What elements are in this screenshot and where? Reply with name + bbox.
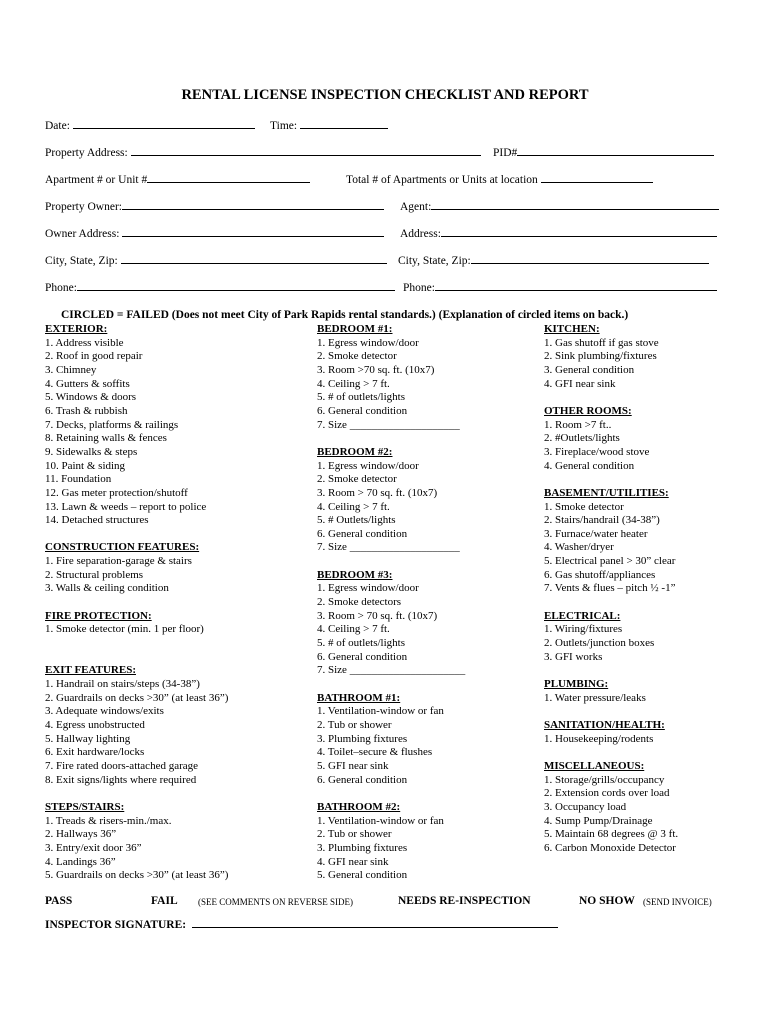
phone-line-2 (435, 289, 717, 291)
city-state-zip-field-1[interactable] (45, 256, 387, 268)
checklist-item[interactable]: 6. General condition (317, 650, 408, 663)
checklist-item[interactable]: 1. Treads & risers-min./max. (45, 814, 172, 827)
checklist-item[interactable]: 1. Storage/grills/occupancy (544, 773, 665, 786)
no-show-note: (SEND INVOICE) (643, 897, 712, 907)
checklist-item[interactable]: 3. Room >70 sq. ft. (10x7) (317, 363, 435, 376)
inspector-signature-field[interactable] (45, 920, 558, 932)
checklist-item[interactable]: 5. Hallway lighting (45, 732, 131, 745)
checklist-item[interactable]: 1. Gas shutoff if gas stove (544, 336, 659, 349)
checklist-item[interactable]: 4. GFI near sink (544, 377, 616, 390)
checklist-item[interactable]: 10. Paint & siding (45, 459, 126, 472)
property-address-line (131, 154, 481, 156)
checklist-item[interactable]: 4. Landings 36” (45, 855, 116, 868)
other-rooms-heading: OTHER ROOMS: (544, 404, 632, 417)
checklist-item[interactable]: 1. Fire separation-garage & stairs (45, 555, 192, 568)
miscellaneous-heading: MISCELLANEOUS: (544, 759, 645, 772)
checklist-item[interactable]: 1. Ventilation-window or fan (317, 705, 444, 718)
checklist-item[interactable]: 5. Maintain 68 degrees @ 3 ft. (544, 828, 679, 841)
checklist-item[interactable]: 13. Lawn & weeds – report to police (45, 500, 207, 513)
checklist-item[interactable]: 1. Ventilation-window or fan (317, 814, 444, 827)
total-units-field[interactable] (346, 175, 653, 187)
checklist-item[interactable]: 4. Ceiling > 7 ft. (317, 500, 390, 513)
checklist-item[interactable]: 2. Guardrails on decks >30” (at least 36”) (45, 691, 229, 704)
checklist-item[interactable]: 3. Entry/exit door 36” (45, 841, 142, 854)
apartment-line (147, 181, 310, 183)
checklist-item[interactable]: 7. Size ____________________ (317, 418, 460, 431)
checklist-item[interactable]: 2. Tub or shower (317, 718, 392, 731)
no-show-option[interactable]: NO SHOW (579, 895, 635, 907)
checklist-item[interactable]: 3. Furnace/water heater (544, 527, 648, 540)
checklist-item[interactable]: 3. GFI works (544, 650, 603, 663)
checklist-item[interactable]: 1. Smoke detector (544, 500, 624, 513)
agent-label: Agent: (400, 201, 432, 213)
checklist-item[interactable]: 2. Smoke detectors (317, 596, 402, 609)
checklist-item[interactable]: 4. Ceiling > 7 ft. (317, 623, 390, 636)
checklist-item[interactable]: 3. General condition (544, 363, 635, 376)
checklist-item[interactable]: 6. Exit hardware/locks (45, 746, 145, 759)
other-rooms-list (544, 419, 678, 474)
checklist-item[interactable]: 5. # Outlets/lights (317, 514, 396, 527)
checklist-item[interactable]: 1. Water pressure/leaks (544, 691, 646, 704)
city-state-zip-label-2: City, State, Zip: (398, 255, 471, 267)
column-1 (45, 323, 228, 883)
bedroom-3-heading: BEDROOM #3: (317, 568, 393, 581)
checklist-item[interactable]: 5. Guardrails on decks >30” (at least 36”) (45, 869, 229, 882)
bedroom-2-list (317, 460, 465, 556)
checklist-item[interactable]: 1. Housekeeping/rodents (544, 732, 654, 745)
property-address-field[interactable] (45, 148, 481, 160)
checklist-item[interactable]: 2. Roof in good repair (45, 350, 143, 363)
address-field[interactable] (400, 229, 717, 241)
checklist-item[interactable]: 6. Trash & rubbish (45, 404, 128, 417)
exterior-list (45, 337, 228, 528)
inspector-signature-label: INSPECTOR SIGNATURE: (45, 919, 187, 931)
checklist-item[interactable]: 5. # of outlets/lights (317, 637, 405, 650)
checklist-item[interactable]: 7. Size _____________________ (317, 664, 466, 677)
plumbing-heading: PLUMBING: (544, 678, 609, 690)
construction-heading: CONSTRUCTION FEATURES: (45, 541, 200, 554)
basement-list (544, 501, 678, 597)
checklist-item[interactable]: 3. Occupancy load (544, 800, 627, 813)
checklist-item[interactable]: 2. Tub or shower (317, 828, 392, 841)
city-state-zip-field-2[interactable] (398, 256, 709, 268)
address-label: Address: (400, 228, 441, 240)
checklist-item[interactable]: 6. General condition (317, 527, 408, 540)
bedroom-3-list (317, 582, 465, 678)
date-line (73, 127, 255, 129)
checklist-item[interactable]: 6. Carbon Monoxide Detector (544, 841, 676, 854)
checklist-item[interactable]: 2. Stairs/handrail (34-38”) (544, 514, 660, 527)
checklist-item[interactable]: 1. Wiring/fixtures (544, 623, 623, 636)
checklist-item[interactable]: 3. Room > 70 sq. ft. (10x7) (317, 486, 438, 499)
checklist-item[interactable]: 12. Gas meter protection/shutoff (45, 486, 188, 499)
city-state-zip-line-2 (471, 262, 709, 264)
sanitation-heading: SANITATION/HEALTH: (544, 718, 665, 731)
exit-features-heading: EXIT FEATURES: (45, 664, 136, 677)
fail-option[interactable]: FAIL (151, 895, 178, 907)
checklist-item[interactable]: 3. Plumbing fixtures (317, 841, 408, 854)
checklist-item[interactable]: 2. Sink plumbing/fixtures (544, 350, 657, 363)
date-field[interactable] (45, 121, 255, 133)
address-line (441, 235, 717, 237)
plumbing-list (544, 692, 678, 706)
fire-protection-list (45, 623, 228, 637)
checklist-item[interactable]: 1. Egress window/door (317, 459, 419, 472)
checklist-item[interactable]: 7. Vents & flues – pitch ½ -1” (544, 582, 676, 595)
property-owner-line (122, 208, 384, 210)
phone-label-1: Phone: (45, 282, 77, 294)
checklist-item[interactable]: 2. #Outlets/lights (544, 432, 620, 445)
fail-note: (SEE COMMENTS ON REVERSE SIDE) (198, 897, 354, 907)
pid-field[interactable] (493, 148, 714, 160)
checklist-item[interactable]: 7. Decks, platforms & railings (45, 418, 179, 431)
checklist-item[interactable]: 5. General condition (317, 869, 408, 882)
checklist-item[interactable]: 5. Electrical panel > 30” clear (544, 555, 676, 568)
electrical-heading: ELECTRICAL: (544, 609, 621, 622)
checklist-item[interactable]: 1. Room >7 ft.. (544, 418, 612, 431)
checklist-item[interactable]: 2. Extension cords over load (544, 787, 670, 800)
phone-field-2[interactable] (403, 283, 717, 295)
checklist-item[interactable]: 3. Room > 70 sq. ft. (10x7) (317, 609, 438, 622)
agent-field[interactable] (400, 202, 719, 214)
steps-stairs-heading: STEPS/STAIRS: (45, 800, 125, 813)
city-state-zip-line-1 (121, 262, 387, 264)
owner-address-field[interactable] (45, 229, 384, 241)
exit-features-list (45, 678, 228, 787)
time-field[interactable] (270, 121, 388, 133)
property-address-label: Property Address: (45, 147, 128, 159)
bedroom-1-list (317, 337, 465, 433)
city-state-zip-label-1: City, State, Zip: (45, 255, 118, 267)
checklist-item[interactable]: 4. Egress unobstructed (45, 718, 145, 731)
exterior-heading: EXTERIOR: (45, 323, 108, 335)
miscellaneous-list (544, 774, 678, 856)
checklist-item[interactable]: 8. Exit signs/lights where required (45, 773, 197, 786)
checklist-item[interactable]: 5. # of outlets/lights (317, 391, 405, 404)
phone-line-1 (77, 289, 395, 291)
kitchen-list (544, 337, 678, 392)
date-label: Date: (45, 120, 70, 132)
checklist-item[interactable]: 3. Plumbing fixtures (317, 732, 408, 745)
checklist-item[interactable]: 4. GFI near sink (317, 855, 389, 868)
construction-list (45, 555, 228, 596)
checklist-item[interactable]: 7. Size ____________________ (317, 541, 460, 554)
checklist-item[interactable]: 3. Fireplace/wood stove (544, 445, 650, 458)
checklist-item[interactable]: 11. Foundation (45, 473, 112, 486)
property-owner-field[interactable] (45, 202, 384, 214)
needs-reinspection-option[interactable]: NEEDS RE-INSPECTION (398, 895, 531, 907)
property-owner-label: Property Owner: (45, 201, 122, 213)
checklist-item[interactable]: 2. Smoke detector (317, 350, 397, 363)
owner-address-line (122, 235, 384, 237)
pass-option[interactable]: PASS (45, 895, 73, 907)
apartment-field[interactable] (45, 175, 310, 187)
checklist-item[interactable]: 4. Ceiling > 7 ft. (317, 377, 390, 390)
checklist-item[interactable]: 1. Egress window/door (317, 582, 419, 595)
checklist-item[interactable]: 3. Adequate windows/exits (45, 705, 164, 718)
checklist-item[interactable]: 1. Address visible (45, 336, 124, 349)
checklist-item[interactable]: 6. Gas shutoff/appliances (544, 568, 656, 581)
checklist-item[interactable]: 4. Washer/dryer (544, 541, 614, 554)
checklist-item[interactable]: 9. Sidewalks & steps (45, 445, 138, 458)
checklist-item[interactable]: 3. Chimney (45, 363, 97, 376)
checklist-item[interactable]: 4. General condition (544, 459, 635, 472)
column-2 (317, 323, 465, 883)
form-title: RENTAL LICENSE INSPECTION CHECKLIST AND REPORT (181, 87, 589, 103)
steps-stairs-list (45, 815, 228, 883)
checklist-item[interactable]: 4. Toilet–secure & flushes (317, 746, 433, 759)
bedroom-1-heading: BEDROOM #1: (317, 323, 393, 335)
checklist-item[interactable]: 2. Structural problems (45, 568, 144, 581)
fire-protection-heading: FIRE PROTECTION: (45, 609, 152, 622)
total-units-line (541, 181, 653, 183)
checklist-item[interactable]: 2. Outlets/junction boxes (544, 637, 655, 650)
owner-address-label: Owner Address: (45, 228, 120, 240)
checklist-item[interactable]: 7. Fire rated doors-attached garage (45, 759, 199, 772)
pid-line (517, 154, 714, 156)
total-units-label: Total # of Apartments or Units at location (346, 174, 538, 186)
checklist-item[interactable]: 4. Gutters & soffits (45, 377, 130, 390)
bathroom-2-list (317, 815, 465, 883)
column-3 (544, 323, 678, 856)
checklist-item[interactable]: 14. Detached structures (45, 514, 149, 527)
bathroom-2-heading: BATHROOM #2: (317, 800, 401, 813)
electrical-list (544, 623, 678, 664)
checklist-item[interactable]: 5. Windows & doors (45, 391, 137, 404)
apartment-label: Apartment # or Unit # (45, 174, 148, 186)
bathroom-1-list (317, 705, 465, 787)
checklist-item[interactable]: 2. Hallways 36” (45, 828, 117, 841)
bedroom-2-heading: BEDROOM #2: (317, 445, 393, 458)
agent-line (431, 208, 719, 210)
checklist-item[interactable]: 1. Handrail on stairs/steps (34-38”) (45, 678, 200, 690)
phone-field-1[interactable] (45, 283, 395, 295)
checklist-item[interactable]: 6. General condition (317, 773, 408, 786)
pid-label: PID# (493, 147, 518, 159)
checklist-item[interactable]: 4. Sump Pump/Drainage (544, 814, 653, 827)
bathroom-1-heading: BATHROOM #1: (317, 691, 401, 704)
phone-label-2: Phone: (403, 282, 435, 294)
checklist-item[interactable]: 3. Walls & ceiling condition (45, 582, 169, 595)
checklist-item[interactable]: 1. Smoke detector (min. 1 per floor) (45, 623, 204, 636)
checklist-item[interactable]: 5. GFI near sink (317, 759, 389, 772)
checklist-item[interactable]: 2. Smoke detector (317, 473, 397, 486)
time-label: Time: (270, 120, 298, 132)
checklist-item[interactable]: 1. Egress window/door (317, 336, 419, 349)
sanitation-list (544, 733, 678, 747)
basement-heading: BASEMENT/UTILITIES: (544, 486, 669, 499)
kitchen-heading: KITCHEN: (544, 323, 600, 335)
checklist-item[interactable]: 6. General condition (317, 404, 408, 417)
checklist-item[interactable]: 8. Retaining walls & fences (45, 432, 167, 445)
inspector-signature-line (192, 926, 558, 928)
time-line (300, 127, 388, 129)
circled-failed-note: CIRCLED = FAILED (Does not meet City of Park Rapids rental standards.) (Explanation of circled items on back.) (61, 309, 629, 321)
